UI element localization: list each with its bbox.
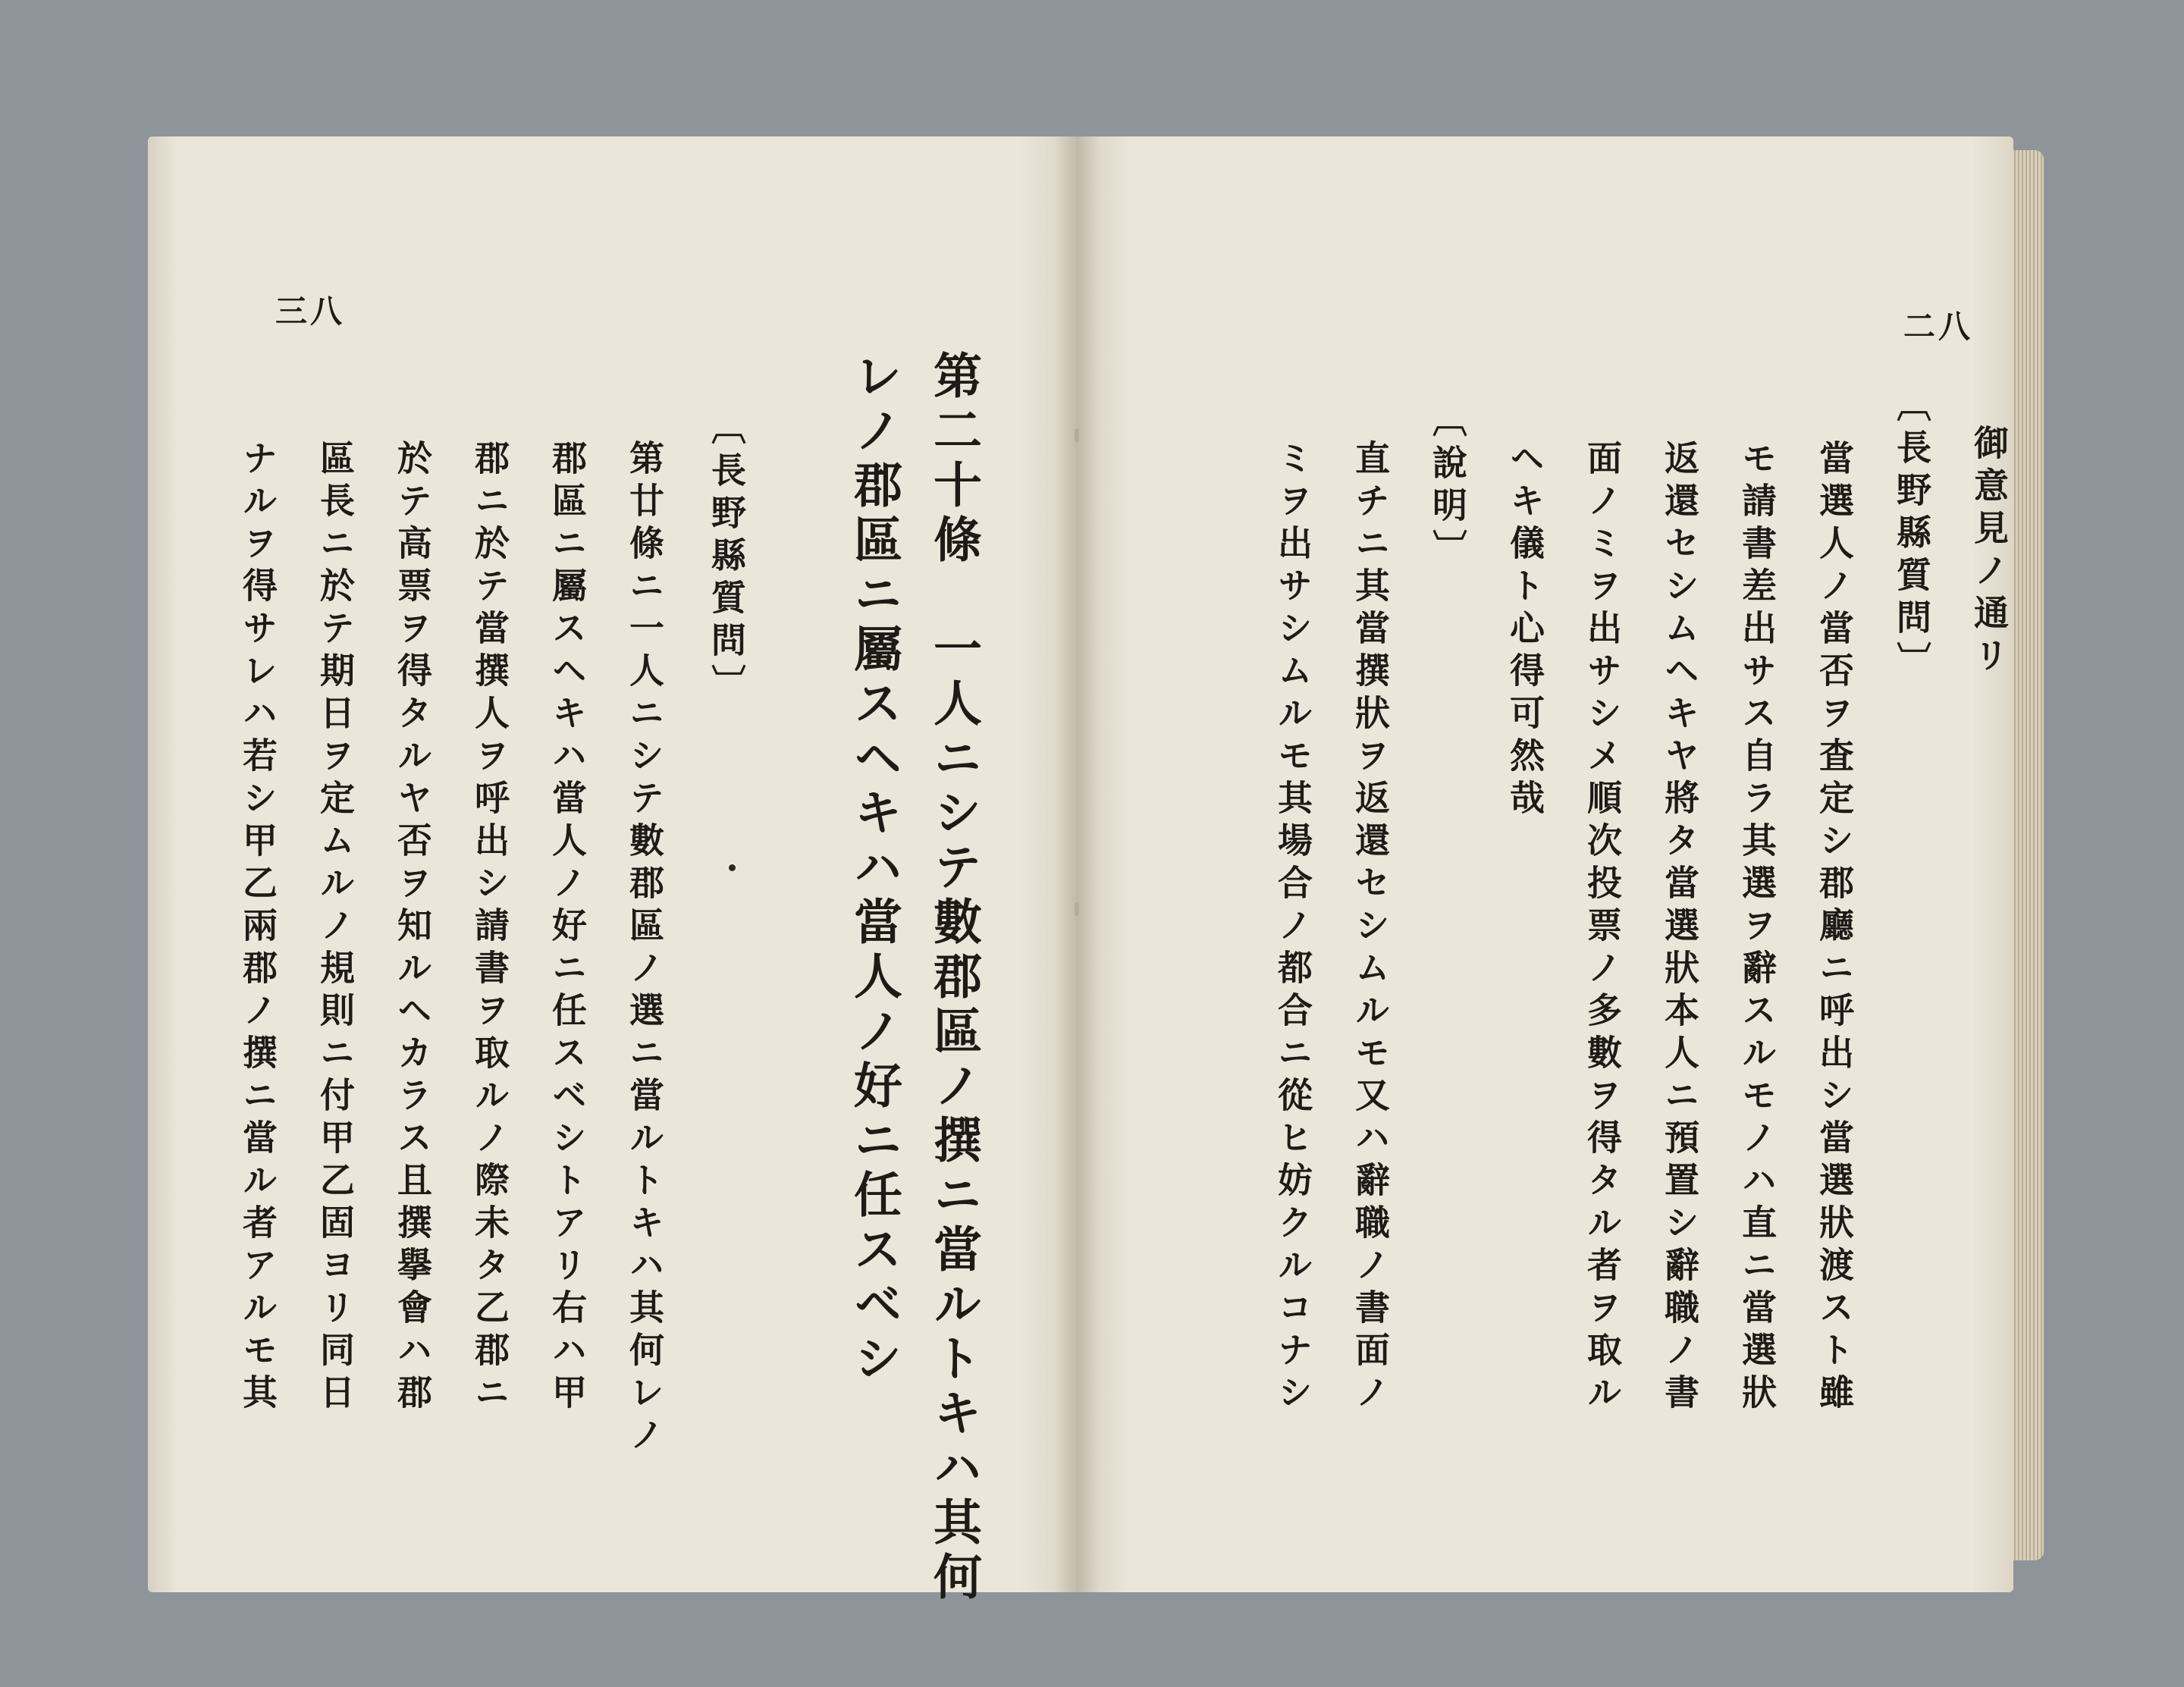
right-column-3: 當選人ノ當否ヲ査定シ郡廳ニ呼出シ當選狀渡スト雖 (1814, 440, 1855, 1416)
left-column-6: 區長ニ於テ期日ヲ定ムルノ規則ニ付甲乙固ヨリ同日 (315, 440, 356, 1416)
right-column-6: 面ノミヲ出サシメ順次投票ノ多數ヲ得タル者ヲ取ル (1582, 440, 1623, 1416)
left-column-5: 於テ高票ヲ得タルヤ否ヲ知ルヘカラス且撰擧會ハ郡 (392, 440, 433, 1416)
right-column-8: 〔說明〕 (1427, 402, 1468, 572)
left-column-2: 第廿條ニ一人ニシテ數郡區ノ選ニ當ルトキハ其何レノ (624, 440, 665, 1459)
ink-dot (729, 864, 736, 871)
binding-stitch (1075, 428, 1079, 442)
right-column-10: ミヲ出サシムルモ其場合ノ都合ニ從ヒ妨クルコナシ (1272, 440, 1313, 1416)
article-heading-line-1: 第二十條 一人ニシテ數郡區ノ撰ニ當ルトキハ其何 (925, 350, 982, 1606)
gutter-shadow (1054, 136, 1100, 1592)
article-heading-line-2: レノ郡區ニ屬スヘキハ當人ノ好ニ任スベシ (846, 350, 902, 1388)
right-column-5: 返還セシムヘキヤ將タ當選狀本人ニ預置シ辭職ノ書 (1659, 440, 1700, 1416)
left-page (148, 136, 1077, 1606)
right-column-1: 御意見ノ通リ (1969, 425, 2010, 679)
right-column-7: ヘキ儀ト心得可然哉 (1505, 440, 1545, 822)
left-column-3: 郡區ニ屬スヘキハ當人ノ好ニ任スベシトアリ右ハ甲 (547, 440, 588, 1416)
left-column-4: 郡ニ於テ當撰人ヲ呼出シ請書ヲ取ルノ際未タ乙郡ニ (469, 440, 510, 1416)
right-column-4: モ請書差出サス自ラ其選ヲ辭スルモノハ直ニ當選狀 (1737, 440, 1778, 1416)
binding-stitch (1075, 902, 1079, 916)
right-page (1077, 136, 2013, 1592)
left-page-number: 三八 (275, 293, 346, 330)
left-column-7: ナルヲ得サレハ若シ甲乙兩郡ノ撰ニ當ル者アルモ其 (237, 440, 278, 1416)
right-page-number: 二八 (1903, 308, 1974, 345)
right-column-9: 直チニ其當撰狀ヲ返還セシムルモ又ハ辭職ノ書面ノ (1350, 440, 1391, 1416)
left-column-1: 〔長野縣質問〕 (706, 409, 747, 707)
right-column-2: 〔長野縣質問〕 (1891, 387, 1932, 684)
open-book (148, 136, 2044, 1606)
